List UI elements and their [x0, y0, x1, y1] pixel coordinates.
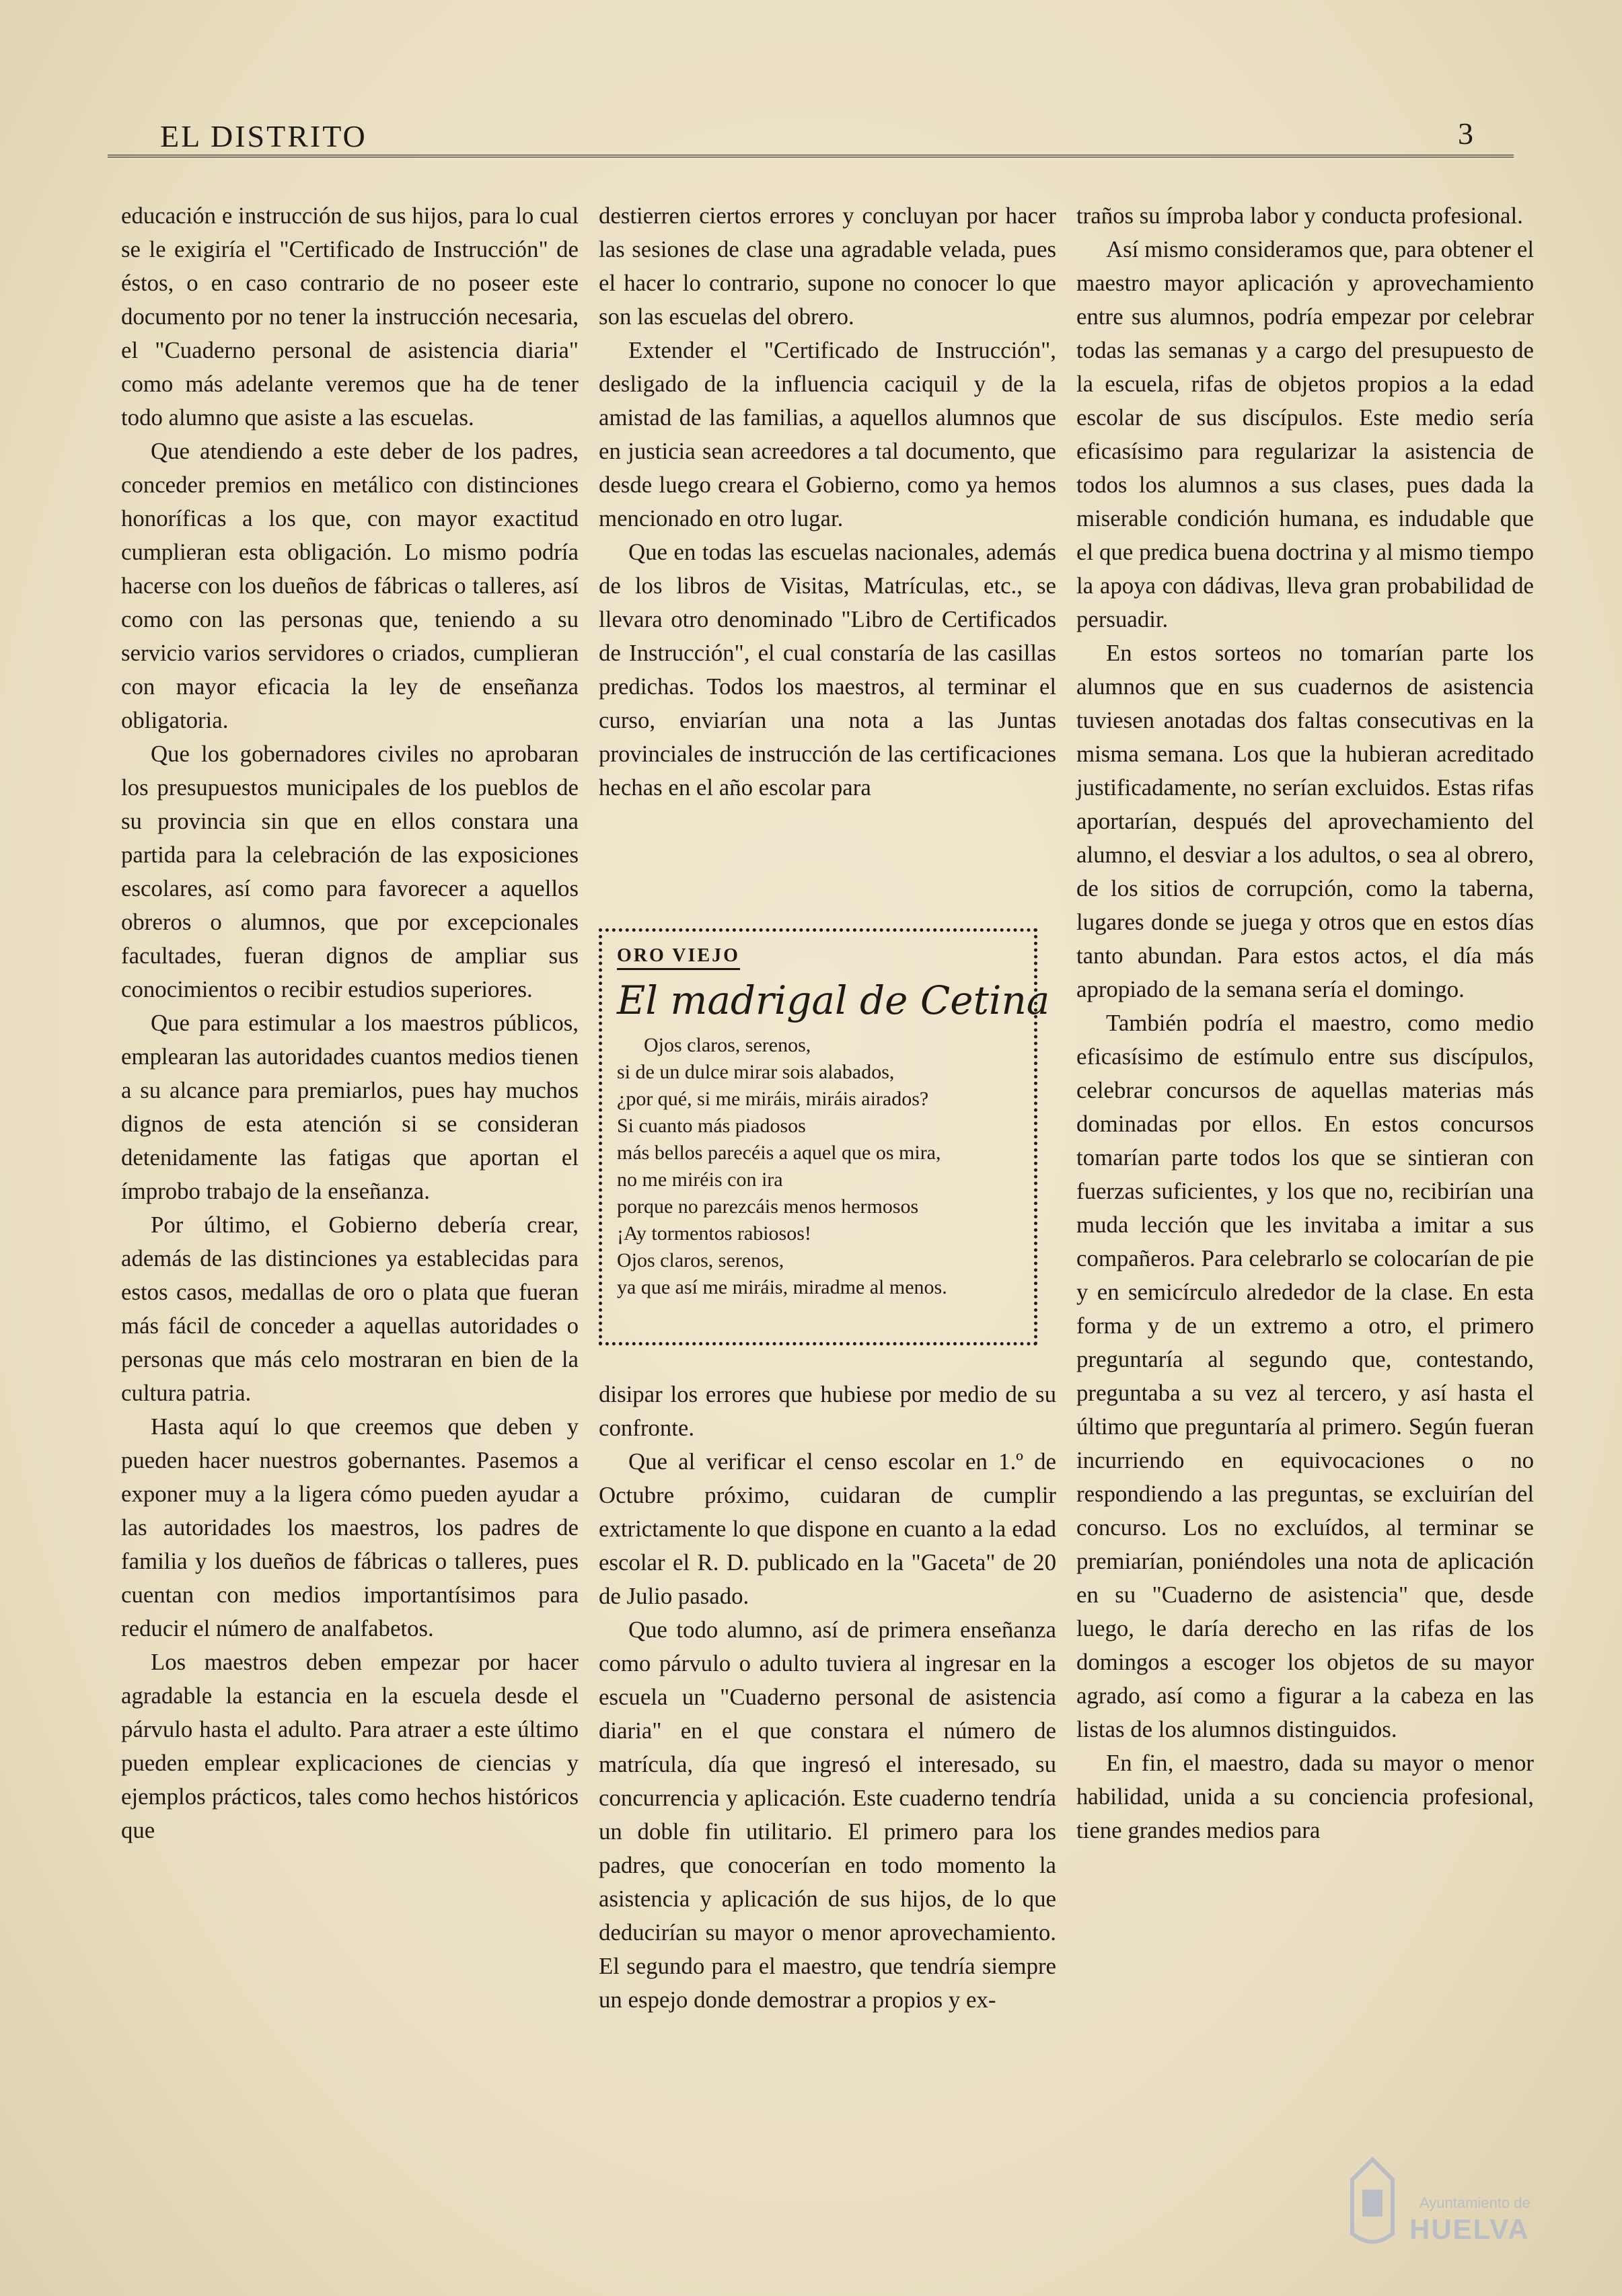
- paragraph: Así mismo consideramos que, para obtener el maestro mayor aplicación y aprovechamiento entre sus alumnos, podría empezar por celebrar todas las semanas y a cargo del presupuesto de la escuela, rifas de objetos propios a la edad escolar de sus discípulos. Este medio sería eficasísimo para regularizar la asistencia de todos los alumnos a sus clases, pues dada la miserable condición humana, es indudable que el que predica buena doctrina y al mismo tiempo la apoya con dádivas, lleva gran probabilidad de persuadir.: [1076, 236, 1534, 632]
- paragraph: En estos sorteos no tomarían parte los alumnos que en sus cuadernos de asistencia tuviesen anotadas dos faltas consecutivas en la misma semana. Los que la hubieran acreditado justificadamente, no serían excluidos. Estas rifas aportarían, después del aprovechamiento del alumno, el desviar a los adultos, o sea al obrero, de los sitios de corrupción, como la taberna, lugares donde se juega y otros que en estos días tanto abundan. Para estos actos, el día más apropiado de la semana sería el domingo.: [1076, 640, 1534, 1002]
- paragraph: Que para estimular a los maestros públicos, emplearan las autoridades cuantos medios tienen a su alcance para premiarlos, pues hay muchos dignos de esta atención si se consideran detenidamente las fatigas que aportan el ímprobo trabajo de la enseñanza.: [121, 1010, 579, 1204]
- watermark-name: HUELVA: [1409, 2213, 1530, 2245]
- coat-of-arms-icon: [1345, 2153, 1399, 2254]
- poem-box: [599, 928, 1050, 1345]
- header-rule: [108, 155, 1514, 157]
- poem-line: Si cuanto más piadosos: [617, 1115, 806, 1137]
- poem-line: ya que así me miráis, miradme al menos.: [617, 1276, 947, 1298]
- paragraph: Los maestros deben empezar por hacer agradable la estancia en la escuela desde el párvulo hasta el adulto. Para atraer a este último pueden emplear explicaciones de ciencias y ejemplos prácticos, tales como hechos históricos que: [121, 1649, 579, 1843]
- poem-title: El madrigal de Cetina: [617, 977, 1050, 1023]
- paragraph: Que en todas las escuelas nacionales, además de los libros de Visitas, Matrículas, etc., se llevara otro denominado "Libro de Certificados de Instrucción", el cual constaría de las casillas predichas. Todos los maestros, al terminar el curso, enviarían una nota a las Juntas provinciales de instrucción de las certificaciones hechas en el año escolar para: [599, 539, 1056, 801]
- paragraph: Por último, el Gobierno debería crear, además de las distinciones ya establecidas para estos casos, medallas de oro o plata que fueran más fácil de conceder a aquellas autoridades o personas que más celo mostraran en bien de la cultura patria.: [121, 1212, 579, 1406]
- poem-line: si de un dulce mirar sois alabados,: [617, 1061, 895, 1083]
- paragraph: Que los gobernadores civiles no aprobaran los presupuestos municipales de los pueblos de su provincia sin que en ellos constara una partida para la celebración de las exposiciones escolares, así como para favorecer a aquellos obreros o alumnos, que por excepcionales facultades, fueran dignos de ampliar sus conocimientos o recibir estudios superiores.: [121, 741, 579, 1002]
- paragraph: destierren ciertos errores y concluyan por hacer las sesiones de clase una agradable velada, pues el hacer lo contrario, supone no conocer lo que son las escuelas del obrero.: [599, 202, 1056, 330]
- poem-line: Ojos claros, serenos,: [644, 1034, 811, 1056]
- page-header: [108, 113, 1514, 160]
- poem-line: Ojos claros, serenos,: [617, 1249, 784, 1271]
- column-2-bottom: [599, 1378, 1056, 2017]
- poem-section-label: ORO VIEJO: [617, 945, 740, 970]
- paragraph: Hasta aquí lo que creemos que deben y pueden hacer nuestros gobernantes. Pasemos a exponer muy a la ligera cómo pueden ayudar a las autoridades los maestros, los padres de familia y los dueños de fábricas o talleres, pues cuentan con medios importantísimos para reducir el número de analfabetos.: [121, 1413, 579, 1641]
- paragraph: Que atendiendo a este deber de los padres, conceder premios en metálico con distinciones honoríficas a los que, con mayor exactitud cumplieran esta obligación. Lo mismo podría hacerse con los dueños de fábricas o talleres, así como con las personas que, teniendo a su servicio varios servidores o criados, cumplieran con mayor eficacia la ley de enseñanza obligatoria.: [121, 438, 579, 733]
- watermark-subtitle: Ayuntamiento de: [1420, 2194, 1531, 2211]
- poem-line: más bellos parecéis a aquel que os mira,: [617, 1142, 941, 1164]
- column-3: [1076, 199, 1534, 1847]
- publication-title: EL DISTRITO: [160, 119, 367, 153]
- poem-line: no me miréis con ira: [617, 1169, 783, 1191]
- poem-line: ¡Ay tormentos rabiosos!: [617, 1222, 811, 1245]
- page-number: 3: [1458, 116, 1473, 151]
- paragraph: educación e instrucción de sus hijos, para lo cual se le exigiría el "Certificado de Instrucción" de éstos, o en caso contrario de no poseer este documento por no tener la instrucción necesaria, el "Cuaderno personal de asistencia diaria" como más adelante veremos que ha de tener todo alumno que asiste a las escuelas.: [121, 202, 579, 431]
- paragraph: Que al verificar el censo escolar en 1.º de Octubre próximo, cuidaran de cumplir extrictamente lo que dispone en cuanto a la edad escolar el R. D. publicado en la "Gaceta" de 20 de Julio pasado.: [599, 1448, 1056, 1609]
- paragraph: Extender el "Certificado de Instrucción", desligado de la influencia caciquil y de la amistad de las familias, a aquellos alumnos que en justicia sean acreedores a tal documento, que desde luego creara el Gobierno, como ya hemos mencionado en otro lugar.: [599, 337, 1056, 531]
- column-1: [121, 199, 579, 1847]
- paragraph: También podría el maestro, como medio eficasísimo de estímulo entre sus discípulos, celebrar concursos de aquellas materias más dominadas por ellos. En estos concursos tomarían parte todos los que se sintieran con fuerzas suficientes, y los que no, recibirían una muda lección que les invitaba a imitar a sus compañeros. Para celebrarlo se colocarían de pie y en semicírculo alrededor de la clase. En esta forma y de un extremo a otro, el primero preguntaría al segundo que, contestando, preguntaba a su vez al tercero, y así hasta el último que preguntaría al primero. Según fueran incurriendo en equivocaciones o no respondiendo a las preguntas, se excluirían del concurso. Los no excluídos, al terminar se premiarían, poniéndoles una nota de aplicación en su "Cuaderno de asistencia" que, desde luego, le daría derecho en las rifas de los domingos a escoger los objetos de su mayor agrado, así como a figurar a la cabeza en las listas de los alumnos distinguidos.: [1076, 1010, 1534, 1742]
- paragraph: disipar los errores que hubiese por medio de su confronte.: [599, 1381, 1056, 1441]
- paragraph: Que todo alumno, así de primera enseñanza como párvulo o adulto tuviera al ingresar en la escuela un "Cuaderno personal de asistencia diaria" en el que constara el número de matrícula, día que ingresó el interesado, su concurrencia y aplicación. Este cuaderno tendría un doble fin utilitario. El primero para los padres, que conocerían en todo momento la asistencia y aplicación de sus hijos, de lo que deducirían su mayor o menor aprovechamiento. El segundo para el maestro, que tendría siempre un espejo donde demostrar a propios y ex-: [599, 1617, 1056, 2013]
- column-2-top: [599, 199, 1056, 805]
- paragraph: traños su ímproba labor y conducta profesional.: [1076, 202, 1523, 229]
- poem-line: ¿por qué, si me miráis, miráis airados?: [617, 1088, 929, 1110]
- poem-line: porque no parezcáis menos hermosos: [617, 1195, 919, 1218]
- paragraph: En fin, el maestro, dada su mayor o menor habilidad, unida a su conciencia profesional, tiene grandes medios para: [1076, 1750, 1534, 1843]
